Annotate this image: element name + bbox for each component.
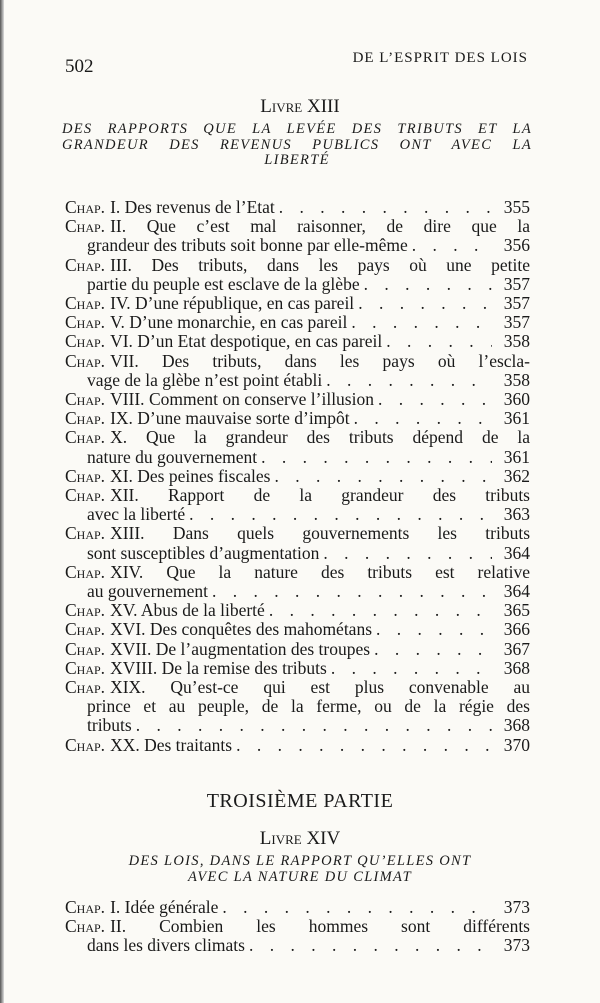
chap-number: II. [110,217,127,237]
livre-14-title: Livre XIV [259,828,341,849]
toc-line [65,371,530,390]
chap-number: V. [110,312,125,333]
toc-line [65,390,530,409]
chap-label: Chap. [65,524,106,544]
chap-number: XI. [110,465,133,486]
toc-line [65,294,530,313]
chap-label: Chap. [65,217,106,237]
chap-label: Chap. [65,638,106,659]
chap-number: III. [110,255,132,275]
toc-entry [65,256,530,294]
toc-line [65,198,530,217]
toc-entry [65,486,530,524]
toc-line [65,256,530,275]
dot-leader [245,936,492,955]
subtitle-line: LIBERTÉ [264,152,330,168]
dot-leader [208,582,492,601]
chap-title: De l’augmentation des troupes [155,638,371,659]
chap-number: XVI. [110,619,146,640]
chap-number: X. [110,428,128,448]
page-ref: 368 [503,715,530,736]
chap-label: Chap. [65,331,106,352]
chap-number: XV. [110,600,138,621]
dot-leader [372,620,492,639]
subtitle-line: DES LOIS, DANS LE RAPPORT QU’ELLES ONT [128,853,472,869]
page-ref: 364 [503,542,530,563]
toc-livre-13 [65,198,530,755]
chap-number: XVIII. [110,657,158,678]
toc-entry [65,524,530,562]
page-ref: 373 [503,935,530,956]
page-ref: 365 [503,600,530,621]
chap-label: Chap. [65,917,106,937]
dot-leader [327,659,492,678]
chap-title: Combien les hommes sont différents [159,917,530,937]
livre-14-subtitle [100,854,500,885]
page-ref: 358 [503,369,530,390]
chap-number: VII. [110,351,139,371]
chap-label: Chap. [65,312,106,333]
toc-entry [65,352,530,390]
chap-number: XII. [110,485,139,505]
chap-title: Que la nature des tributs est relative [166,562,530,582]
toc-line [65,563,530,582]
livre-13-subtitle [62,122,532,169]
page-ref: 361 [503,408,530,429]
chap-title: Rapport de la grandeur des tributs [167,485,530,505]
chap-label: Chap. [65,677,106,697]
toc-line [65,236,530,255]
chap-title: Que la grandeur des tributs dépend de la [145,428,530,448]
chap-label: Chap. [65,408,106,429]
toc-line [65,217,530,236]
part-title: TROISIÈME PARTIE [206,790,394,812]
toc-livre-14 [65,898,530,956]
dot-leader [322,371,492,390]
subtitle-line: GRANDEUR DES REVENUS PUBLICS ONT AVEC LA [62,136,532,153]
chap-number: XIV. [110,562,144,582]
toc-entry [65,640,530,659]
chap-label: Chap. [65,255,106,275]
dot-leader [319,544,492,563]
toc-line [65,409,530,428]
page-ref: 364 [503,580,530,601]
toc-line [65,659,530,678]
chap-title: avec la liberté [87,504,186,525]
toc-entry [65,736,530,755]
page-ref: 357 [503,292,530,313]
chap-label: Chap. [65,619,106,640]
toc-entry [65,198,530,217]
chap-title: Abus de la liberté [140,600,265,621]
chap-number: XVII. [110,638,152,659]
toc-line [65,898,530,917]
page-ref: 361 [503,446,530,467]
toc-entry [65,601,530,620]
chap-title: De la remise des tributs [161,657,327,678]
chap-title: Comment on conserve l’illusion [148,388,374,409]
page-ref: 367 [503,638,530,659]
chap-label: Chap. [65,292,106,313]
page-ref: 362 [503,465,530,486]
dot-leader [374,390,492,409]
dot-leader [382,332,492,351]
toc-entry [65,678,530,736]
chap-title: D’une monarchie, en cas pareil [129,312,348,333]
page-ref: 368 [503,657,530,678]
chap-number: I. [110,197,121,217]
toc-line [65,486,530,505]
page-number: 502 [65,56,94,77]
toc-line [65,524,530,543]
chap-title: D’une république, en cas pareil [135,292,355,313]
chap-number: IV. [110,292,131,313]
toc-line [65,716,530,735]
scan-edge [0,0,4,1003]
chap-number: VI. [110,331,133,352]
chap-title: sont susceptibles d’augmentation [87,542,320,563]
toc-entry [65,467,530,486]
chap-title: Des conquêtes des mahométans [149,619,373,640]
chap-number: XIII. [110,524,145,544]
livre-13-title: Livre XIII [260,96,340,117]
toc-line [65,505,530,524]
dot-leader [360,275,492,294]
chap-label: Chap. [65,562,106,582]
toc-entry [65,294,530,313]
dot-leader [370,640,492,659]
chap-label: Chap. [65,351,106,371]
toc-line [65,917,530,936]
chap-title: Des peines fiscales [137,465,271,486]
subtitle-line: DES RAPPORTS QUE LA LEVÉE DES TRIBUTS ET LA [62,121,532,137]
chap-label: Chap. [65,897,106,917]
page-ref: 356 [503,235,530,256]
toc-entry [65,917,530,955]
chap-title: tributs [87,715,132,736]
chap-label: Chap. [65,600,106,621]
chap-title: Que c’est mal raisonner, de dire que la [146,217,530,237]
dot-leader [132,716,492,735]
toc-line [65,736,530,755]
subtitle-line: AVEC LA NATURE DU CLIMAT [187,868,413,885]
toc-line [65,467,530,486]
toc-entry [65,620,530,639]
chap-title: Dans quels gouvernements les tributs [172,524,530,544]
toc-line [65,582,530,601]
chap-title: au gouvernement [87,580,208,601]
chap-title: Des tributs, dans les pays où une petite [151,255,530,275]
page-ref: 357 [503,312,530,333]
page-ref: 366 [503,619,530,640]
chap-label: Chap. [65,388,106,409]
toc-line [65,620,530,639]
chap-title: Des traitants [144,734,233,755]
toc-line [65,697,530,716]
chap-title: vage de la glèbe n’est point établi [87,369,323,390]
chap-label: Chap. [65,485,106,505]
chap-number: I. [110,897,121,917]
toc-entry [65,898,530,917]
chap-title: Qu’est-ce qui est plus convenable au [170,677,530,697]
chap-title: prince et au peuple, de la ferme, ou de la régie des [87,697,530,717]
toc-line [65,448,530,467]
chap-number: VIII. [110,388,145,409]
chap-title: Des tributs, dans les pays où l’escla- [161,351,530,371]
page-ref: 370 [503,734,530,755]
chap-number: II. [110,917,127,937]
toc-line [65,428,530,447]
toc-line [65,678,530,697]
toc-entry [65,332,530,351]
dot-leader [218,898,492,917]
toc-entry [65,563,530,601]
chap-title: dans les divers climats [87,935,245,956]
toc-entry [65,659,530,678]
toc-line [65,640,530,659]
chap-number: IX. [110,408,133,429]
chap-number: XIX. [110,677,146,697]
toc-line [65,332,530,351]
page-ref: 373 [503,897,530,917]
toc-entry [65,409,530,428]
dot-leader [232,736,492,755]
page-ref: 363 [503,504,530,525]
page-ref: 358 [503,331,530,352]
chap-label: Chap. [65,657,106,678]
running-title: DE L’ESPRIT DES LOIS [352,50,528,66]
chap-number: XX. [110,734,140,755]
chap-title: Des revenus de l’Etat [124,197,275,217]
dot-leader [408,236,492,255]
dot-leader [350,409,492,428]
dot-leader [265,601,492,620]
chap-title: Idée générale [124,897,219,917]
dot-leader [185,505,492,524]
dot-leader [354,294,492,313]
toc-line [65,313,530,332]
chap-label: Chap. [65,465,106,486]
toc-line [65,275,530,294]
toc-entry [65,217,530,255]
chap-label: Chap. [65,197,106,217]
toc-line [65,601,530,620]
page-ref: 355 [503,197,530,217]
chap-label: Chap. [65,734,106,755]
chap-title: D’un Etat despotique, en cas pareil [137,331,383,352]
toc-entry [65,390,530,409]
chap-label: Chap. [65,428,106,448]
dot-leader [257,448,492,467]
toc-entry [65,428,530,466]
dot-leader [270,467,492,486]
toc-line [65,544,530,563]
chap-title: grandeur des tributs soit bonne par elle-même [87,235,408,256]
page-ref: 360 [503,388,530,409]
page-ref: 357 [503,273,530,294]
chap-title: nature du gouvernement [87,446,258,467]
dot-leader [275,198,492,217]
toc-line [65,352,530,371]
toc-entry [65,313,530,332]
dot-leader [347,313,492,332]
toc-line [65,936,530,955]
chap-title: partie du peuple est esclave de la glèbe [87,273,360,294]
chap-title: D’une mauvaise sorte d’impôt [137,408,350,429]
